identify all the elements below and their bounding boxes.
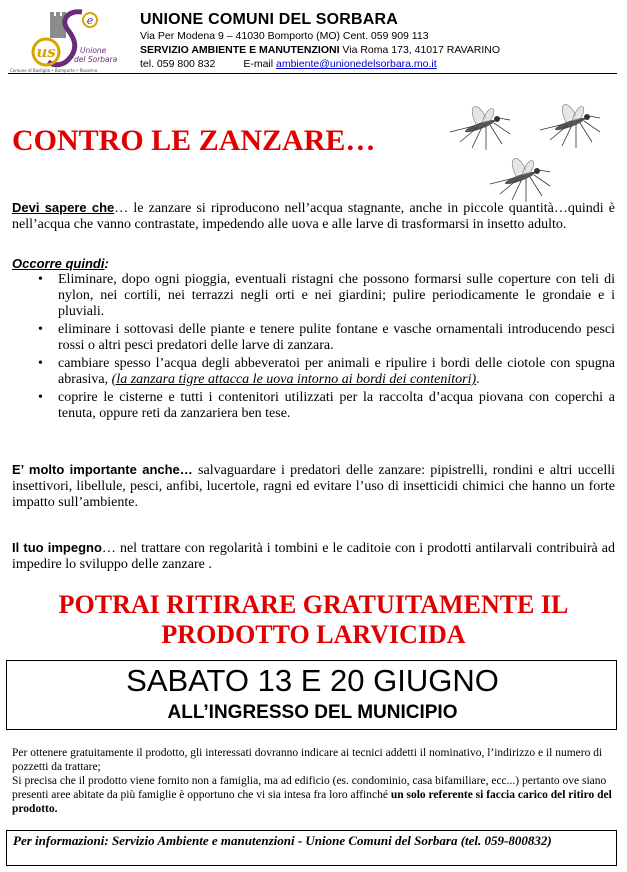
notes-section	[12, 746, 616, 816]
info-box	[6, 830, 617, 866]
svg-text:Unione: Unione	[80, 46, 107, 55]
notes-bold: un solo referente si faccia carico del ritiro del prodotto.	[12, 789, 612, 815]
list-item: • cambiare spesso l’acqua degli abbeveratoi per animali e ripulire i bordi delle ciotole con spugna abrasiva, (la zanzara tigre attacca le uova intorno ai bordi dei contenitori).	[12, 356, 615, 388]
list-item: • Eliminare, dopo ogni pioggia, eventuali ristagni che possono formarsi sulle coperture con teli di nylon, nei cortili, nei terrazzi negli orti e nei giardini; pulire periodicamente le grondaie e i pluviali.	[12, 272, 615, 320]
mosquito-icon	[490, 159, 550, 202]
event-date: SABATO 13 E 20 GIUGNO	[126, 663, 499, 698]
logo-emblem-icon	[8, 6, 126, 74]
tiger-mosquito-note: (la zanzara tigre attacca le uova intorno ai bordi dei contenitori)	[111, 372, 477, 387]
service-name: SERVIZIO AMBIENTE E MANUTENZIONI	[140, 44, 340, 56]
intro-paragraph	[12, 200, 615, 233]
mosquito-icon	[540, 105, 600, 148]
telephone: tel. 059 800 832	[140, 58, 216, 70]
commitment-lead: Il tuo impegno	[12, 540, 102, 555]
email-link[interactable]: ambiente@unionedelsorbara.mo.it	[276, 58, 437, 70]
mosquito-illustration	[440, 96, 620, 206]
info-text: Per informazioni: Servizio Ambiente e manutenzioni - Unione Comuni del Sorbara (tel. 059-800832)	[13, 833, 552, 848]
header-divider	[8, 73, 617, 74]
intro-lead: Devi sapere che	[12, 200, 115, 215]
important-lead: E’ molto importante anche…	[12, 462, 193, 477]
intro-text: … le zanzare si riproducono nell’acqua stagnante, anche in piccole quantità…quindi è nell’acqua che vanno contrastate, impedendo alle uova e alle larve di trasformarsi in insetto adulto.	[12, 201, 615, 232]
important-paragraph	[12, 462, 615, 511]
page-title: CONTRO LE ZANZARE…	[12, 124, 376, 157]
organization-name: UNIONE COMUNI DEL SORBARA	[140, 11, 399, 28]
commitment-text: … nel trattare con regolarità i tombini e le caditoie con i prodotti antilarvali contribuirà ad impedire lo sviluppo delle zanzare .	[12, 541, 615, 572]
contact-line	[140, 58, 437, 70]
service-line	[140, 44, 500, 56]
svg-text:e: e	[86, 14, 94, 27]
commitment-paragraph	[12, 540, 615, 573]
mosquito-icon	[450, 107, 510, 150]
svg-text:Comune di Bastiglia • Bomporto: Comune di Bastiglia • Bomporto • Ravarino	[10, 68, 98, 73]
union-logo	[8, 6, 126, 74]
svg-text:us: us	[36, 43, 56, 61]
svg-text:del Sorbara: del Sorbara	[74, 55, 118, 64]
actions-list	[12, 272, 615, 422]
service-address: Via Roma 173, 41017 RAVARINO	[339, 44, 501, 56]
notes-paragraph-2: Si precisa che il prodotto viene fornito non a famiglia, ma ad edificio (es. condominio, casa bifamiliare, ecc...) pertanto ove siano presenti aree abitate da più famiglie è opportuno che vi sia intesa fra loro affinché un solo referente si faccia carico del ritiro del prodotto.	[12, 775, 612, 815]
event-box	[6, 660, 617, 730]
cta-line-1: POTRAI RITIRARE GRATUITAMENTE IL	[58, 590, 569, 619]
email-label: E-mail	[243, 58, 276, 70]
cta-line-2: PRODOTTO LARVICIDA	[161, 620, 466, 649]
list-item: • eliminare i sottovasi delle piante e tenere pulite fontane e vasche ornamentali introducendo pesci rossi o altri pesci predatori delle larve di zanzara.	[12, 322, 615, 354]
actions-heading: Occorre quindi:	[12, 256, 109, 271]
organization-address: Via Per Modena 9 – 41030 Bomporto (MO) Cent. 059 909 113	[140, 30, 429, 42]
event-place: ALL’INGRESSO DEL MUNICIPIO	[167, 702, 458, 723]
important-text: salvaguardare i predatori delle zanzare: pipistrelli, rondini e altri uccelli insettivori, libellule, pesci, anfibi, lucertole, ragni ed evitare l’uso di insetticidi chimici che hanno un forte impatto sull’ambiente.	[12, 463, 615, 510]
actions-section	[12, 256, 615, 424]
list-item: • coprire le cisterne e tutti i contenitori utilizzati per la raccolta d’acqua piovana con coperchi a tenuta, oppure reti da zanzariera ben tese.	[12, 390, 615, 422]
notes-paragraph-1: Per ottenere gratuitamente il prodotto, gli interessati dovranno indicare ai tecnici addetti il nominativo, l’indirizzo e il numero di pozzetti da trattare;	[12, 747, 603, 773]
